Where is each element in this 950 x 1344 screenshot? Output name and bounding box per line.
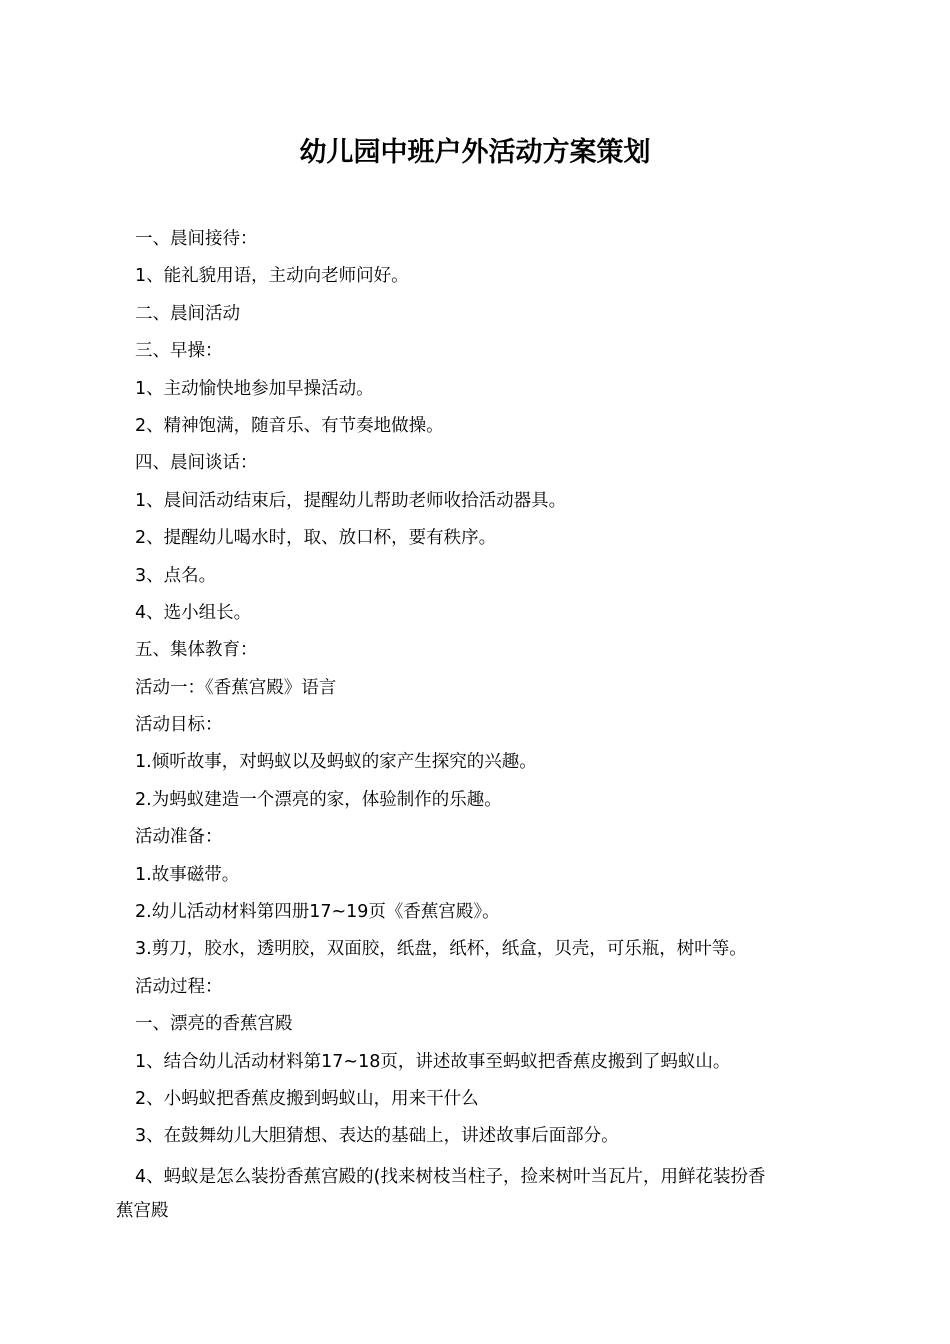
text-line: 2.幼儿活动材料第四册17~19页《香蕉宫殿》。 bbox=[135, 902, 500, 923]
text-line: 二、晨间活动 bbox=[135, 303, 240, 324]
text-line: 1.倾听故事，对蚂蚁以及蚂蚁的家产生探究的兴趣。 bbox=[135, 752, 537, 773]
document-title: 幼儿园中班户外活动方案策划 bbox=[299, 137, 651, 168]
text-line: 1、能礼貌用语，主动向老师问好。 bbox=[135, 266, 409, 287]
text-line: 1、主动愉快地参加早操活动。 bbox=[135, 378, 374, 399]
text-line: 一、漂亮的香蕉宫殿 bbox=[135, 1014, 293, 1035]
text-line: 3.剪刀，胶水，透明胶，双面胶，纸盘，纸杯，纸盒，贝壳，可乐瓶，树叶等。 bbox=[135, 939, 747, 960]
text-paragraph bbox=[0, 1160, 950, 1228]
text-line: 五、集体教育： bbox=[135, 640, 258, 661]
paragraph-first-line: 4、蚂蚁是怎么装扮香蕉宫殿的(找来树枝当柱子，捡来树叶当瓦片，用鲜花装扮香 bbox=[135, 1166, 766, 1187]
text-line: 三、早操： bbox=[135, 341, 223, 362]
text-line: 3、点名。 bbox=[135, 565, 217, 586]
text-line: 2、精神饱满，随音乐、有节奏地做操。 bbox=[135, 415, 444, 436]
text-line: 2、小蚂蚁把香蕉皮搬到蚂蚁山，用来干什么 bbox=[135, 1088, 479, 1109]
text-line: 活动目标： bbox=[135, 715, 223, 736]
text-line: 3、在鼓舞幼儿大胆猜想、表达的基础上，讲述故事后面部分。 bbox=[135, 1126, 619, 1147]
text-line: 1、晨间活动结束后，提醒幼儿帮助老师收拾活动器具。 bbox=[135, 490, 567, 511]
text-line: 2.为蚂蚁建造一个漂亮的家，体验制作的乐趣。 bbox=[135, 789, 502, 810]
text-line: 四、晨间谈话： bbox=[135, 453, 258, 474]
text-line: 活动一：《香蕉宫殿》语言 bbox=[135, 677, 337, 698]
text-line: 1、结合幼儿活动材料第17~18页，讲述故事至蚂蚁把香蕉皮搬到了蚂蚁山。 bbox=[135, 1051, 731, 1072]
paragraph-continuation: 蕉宫殿 bbox=[116, 1200, 169, 1221]
text-line: 4、选小组长。 bbox=[135, 602, 252, 623]
document-body bbox=[0, 225, 950, 1228]
text-line: 2、提醒幼儿喝水时，取、放口杯，要有秩序。 bbox=[135, 528, 497, 549]
text-line: 活动准备： bbox=[135, 827, 223, 848]
text-line: 活动过程： bbox=[135, 976, 223, 997]
text-line: 一、晨间接待： bbox=[135, 229, 258, 249]
text-line: 1.故事磁带。 bbox=[135, 864, 240, 885]
